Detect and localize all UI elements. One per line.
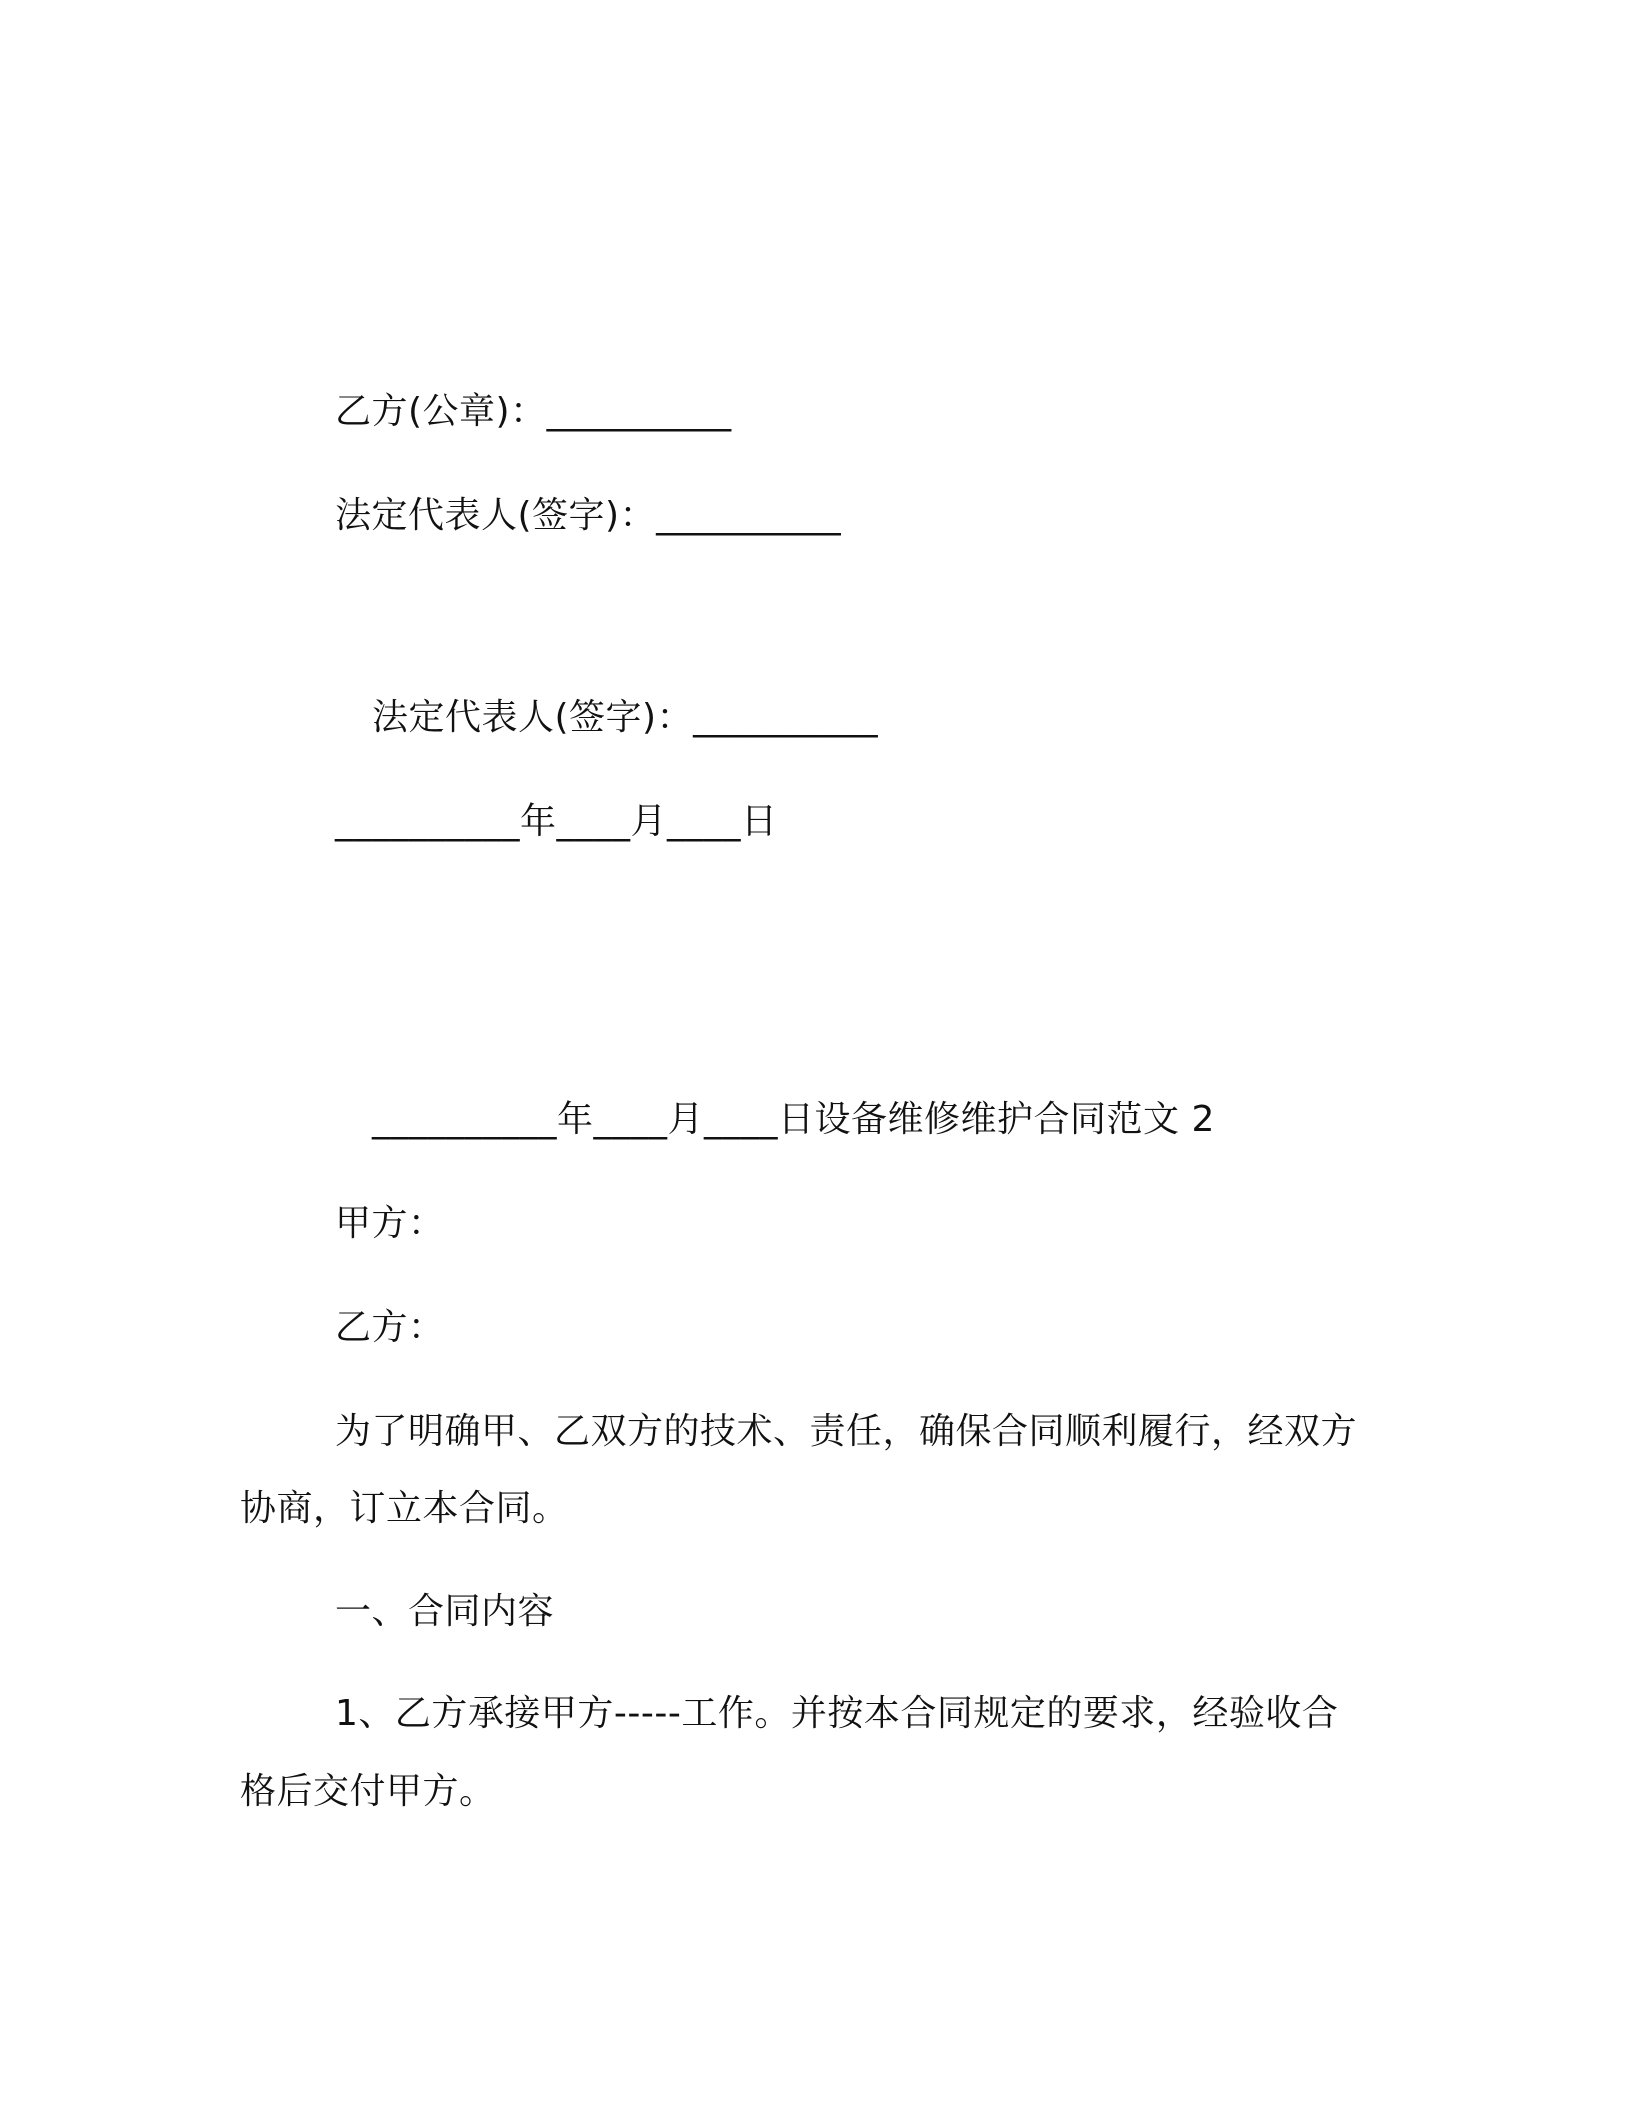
intro-paragraph-line-2: 协商，订立本合同。 xyxy=(240,1488,569,1529)
party-a-label: 甲方： xyxy=(335,1203,445,1244)
legal-representative-signature-line: 法定代表人(签字)：__________ xyxy=(335,495,842,536)
contract-title: __________年____月____日设备维修维护合同范文 2 xyxy=(372,1099,1215,1140)
legal-representative-signature-line-2: 法定代表人(签字)：__________ xyxy=(372,697,879,738)
item-1-line-1: 1、乙方承接甲方-----工作。并按本合同规定的要求，经验收合 xyxy=(335,1693,1339,1734)
intro-paragraph-line-1: 为了明确甲、乙双方的技术、责任，确保合同顺利履行，经双方 xyxy=(335,1411,1358,1452)
party-b-seal-line: 乙方(公章)：__________ xyxy=(335,391,732,432)
party-b-label: 乙方： xyxy=(335,1307,445,1348)
section-heading: 一、合同内容 xyxy=(335,1591,555,1632)
item-1-line-2: 格后交付甲方。 xyxy=(240,1771,496,1812)
date-line: __________年____月____日 xyxy=(335,801,778,842)
